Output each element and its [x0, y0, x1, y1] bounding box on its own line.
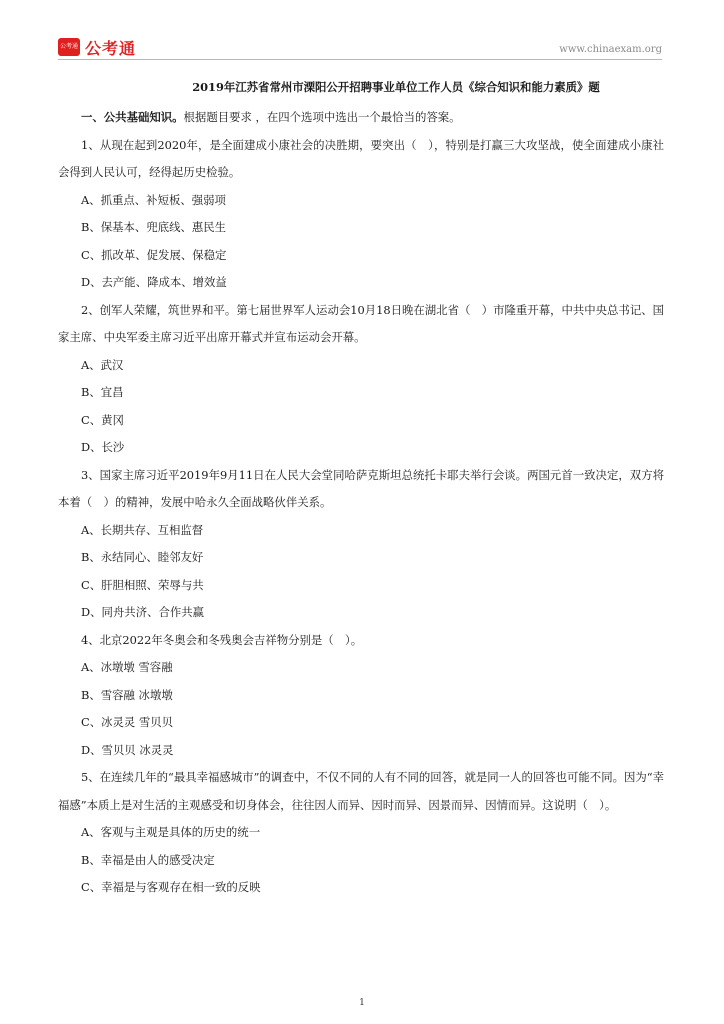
- question-stem: 5、在连续几年的“最具幸福感城市”的调查中，不仅不同的人有不同的回答，就是同一人的回答也可能不同。因为“幸福感”本质上是对生活的主观感受和切身体会，往往因人而异、因时而异、因景而异、因情而异。这说明（ ）。: [58, 770, 664, 812]
- document-title: 2019年江苏省常州市溧阳公开招聘事业单位工作人员《综合知识和能力素质》题: [192, 80, 600, 94]
- site-url: www.chinaexam.org: [559, 44, 662, 55]
- answer-option: A、武汉: [81, 357, 124, 372]
- page-header: [58, 36, 662, 60]
- section-instruction: 根据题目要求 ，在四个选项中选出一个最恰当的答案。: [183, 110, 461, 124]
- question-stem: 1、从现在起到2020年，是全面建成小康社会的决胜期，要突出（ ），特别是打赢三大攻坚战，使全面建成小康社会得到人民认可，经得起历史检验。: [58, 137, 664, 179]
- answer-option: B、雪容融 冰墩墩: [81, 687, 173, 702]
- page-number: 1: [359, 998, 365, 1008]
- answer-option: A、冰墩墩 雪容融: [81, 660, 173, 674]
- brand-logo: [58, 36, 136, 58]
- answer-option: C、冰灵灵 雪贝贝: [81, 715, 174, 729]
- answer-option: A、长期共存、互相监督: [81, 522, 204, 537]
- question-stem: 4、北京2022年冬奥会和冬残奥会吉祥物分别是（ ）。: [81, 632, 363, 647]
- answer-option: A、客观与主观是具体的历史的统一: [81, 825, 261, 839]
- question-stem: 3、国家主席习近平2019年9月11日在人民大会堂同哈萨克斯坦总统托卡耶夫举行会谈。两国元首一致决定，双方将本着（ ）的精神，发展中哈永久全面战略伙伴关系。: [58, 467, 664, 509]
- answer-option: B、幸福是由人的感受决定: [81, 852, 215, 867]
- answer-option: B、保基本、兜底线、惠民生: [81, 220, 227, 234]
- answer-option: B、永结同心、睦邻友好: [81, 550, 204, 564]
- question-stem: 2、创军人荣耀，筑世界和平。第七届世界军人运动会10月18日晚在湖北省（ ）市隆重开幕，中共中央总书记、国家主席、中央军委主席习近平出席开幕式并宣布运动会开幕。: [58, 302, 664, 344]
- section-heading-label: 一、公共基础知识。: [81, 110, 184, 124]
- answer-option: A、抓重点、补短板、强弱项: [81, 192, 226, 207]
- logo-text: 公考通: [85, 38, 137, 58]
- answer-option: D、雪贝贝 冰灵灵: [81, 742, 174, 757]
- answer-option: C、幸福是与客观存在相一致的反映: [81, 880, 261, 894]
- document-body: [58, 70, 664, 902]
- answer-option: C、肝胆相照、荣辱与共: [81, 577, 204, 592]
- section-heading: [58, 104, 664, 132]
- answer-option: C、黄冈: [81, 412, 124, 427]
- header-divider: [58, 59, 662, 60]
- answer-option: D、同舟共济、合作共赢: [81, 605, 205, 619]
- answer-option: D、去产能、降成本、增效益: [81, 275, 227, 289]
- logo-badge-icon: 公考通: [58, 38, 80, 56]
- answer-option: D、长沙: [81, 440, 125, 454]
- answer-option: B、宜昌: [81, 385, 124, 399]
- answer-option: C、抓改革、促发展、保稳定: [81, 247, 227, 262]
